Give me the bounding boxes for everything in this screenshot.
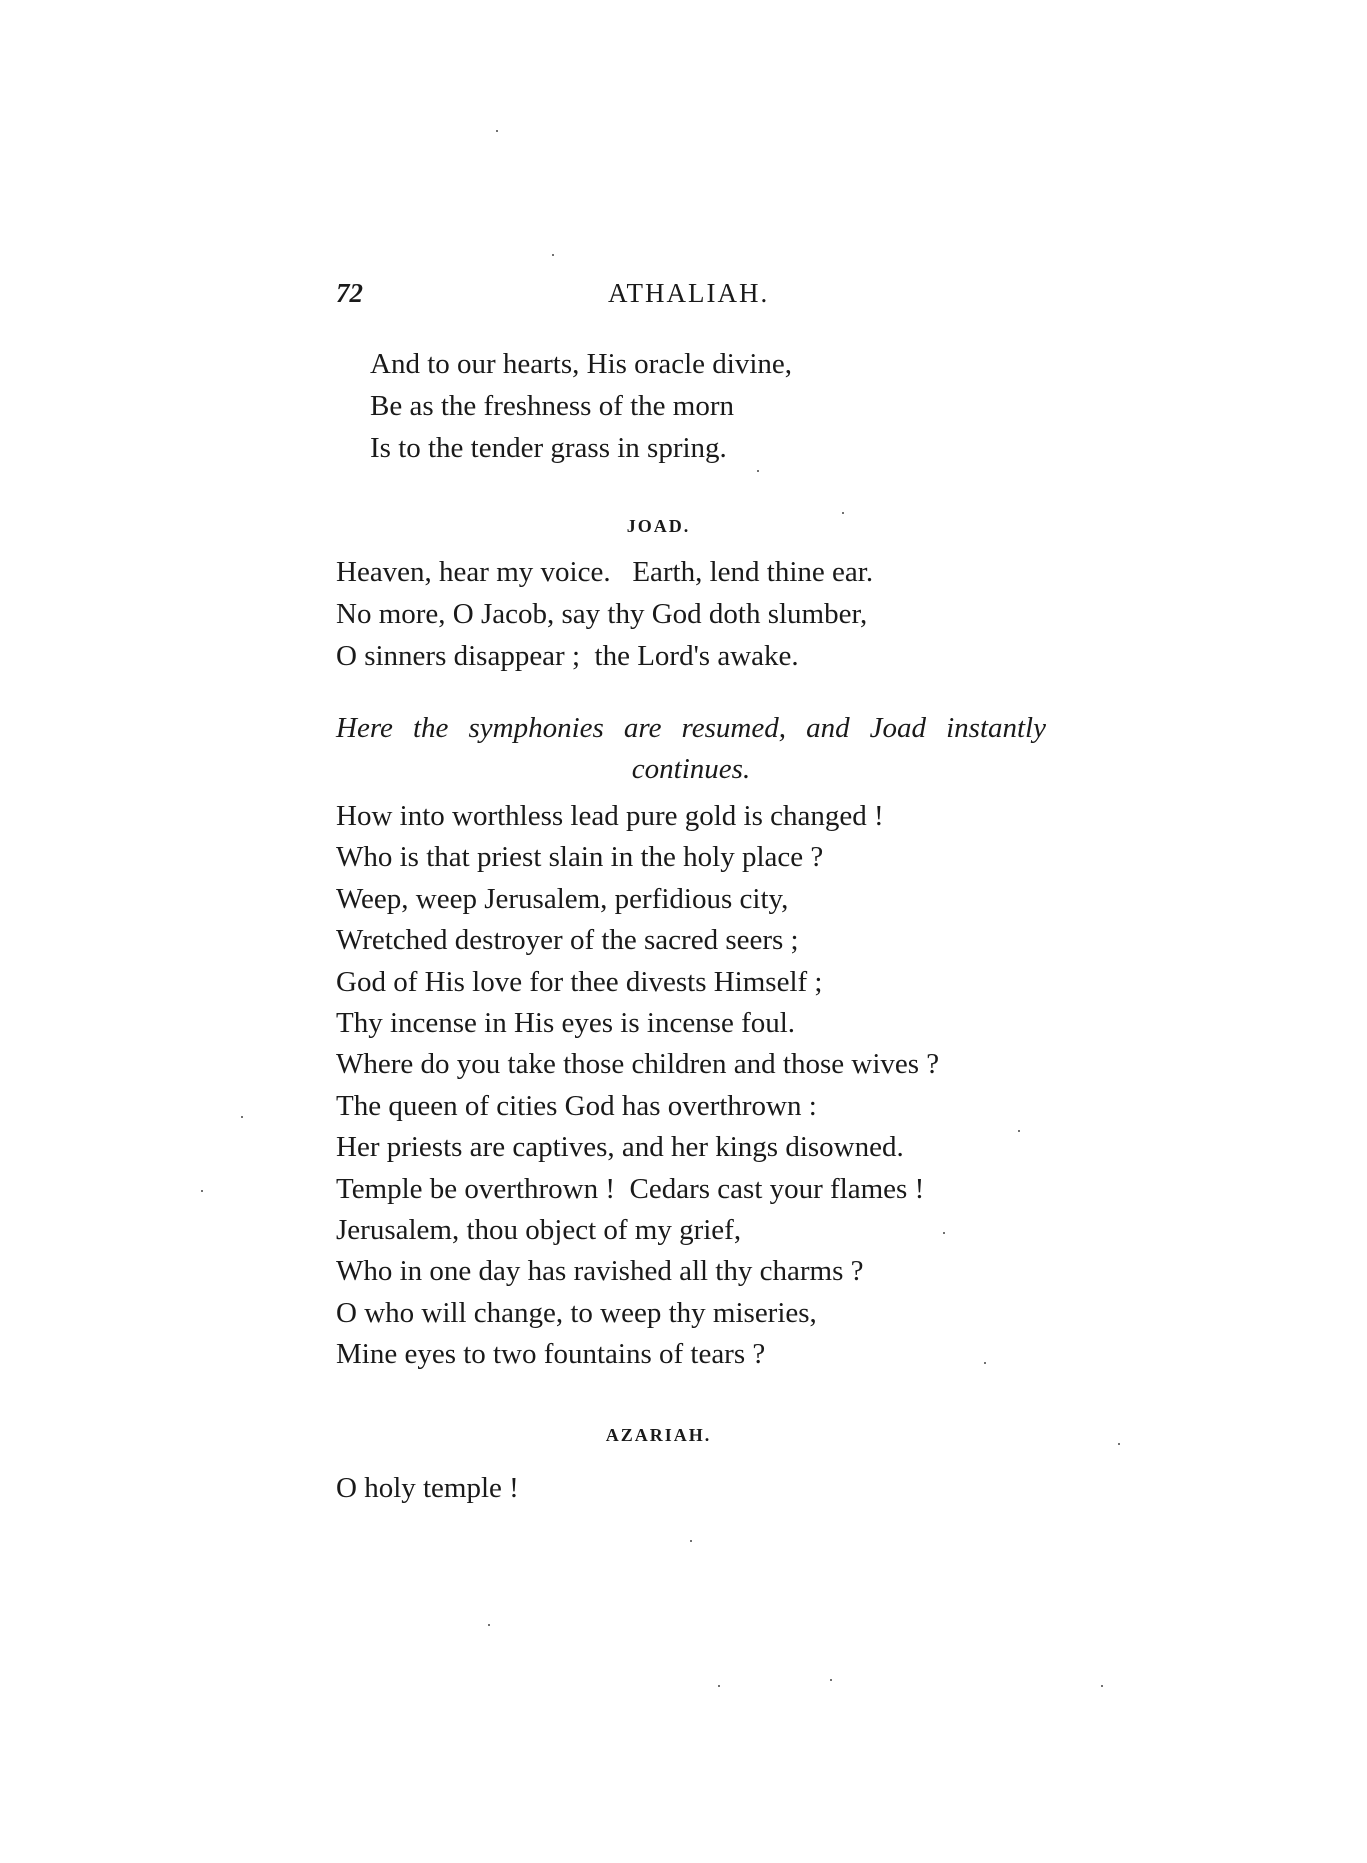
scan-speck xyxy=(201,1190,203,1192)
verse-stanza-2 xyxy=(336,551,873,677)
verse-line: Temple be overthrown ! Cedars cast your flames ! xyxy=(336,1172,925,1205)
verse-line: Mine eyes to two fountains of tears ? xyxy=(336,1338,766,1371)
verse-line: Jerusalem, thou object of my grief, xyxy=(336,1214,742,1247)
verse-line: Wretched destroyer of the sacred seers ; xyxy=(336,924,799,957)
verse-line: And to our hearts, His oracle divine, xyxy=(370,348,793,380)
verse-line: Be as the freshness of the morn xyxy=(370,390,735,422)
verse-line: O sinners disappear ; the Lord's awake. xyxy=(336,640,799,672)
stage-direction-line: continues. xyxy=(631,753,751,785)
scan-speck xyxy=(552,254,554,256)
verse-stanza-4 xyxy=(336,1467,519,1509)
verse-line: Is to the tender grass in spring. xyxy=(370,432,727,464)
scan-speck xyxy=(241,1116,243,1118)
scan-speck xyxy=(488,1624,490,1626)
scan-speck xyxy=(718,1685,720,1687)
verse-line: Thy incense in His eyes is incense foul. xyxy=(336,1007,796,1040)
running-head xyxy=(336,278,1056,318)
verse-line: No more, O Jacob, say thy God doth slumber, xyxy=(336,598,868,630)
scan-speck xyxy=(1101,1685,1103,1687)
scan-speck xyxy=(842,512,844,514)
scan-speck xyxy=(690,1540,692,1542)
stage-direction-line: Here the symphonies are resumed, and Joad instantly xyxy=(336,712,1046,744)
scan-speck xyxy=(830,1679,832,1681)
verse-line: O who will change, to weep thy miseries, xyxy=(336,1296,817,1329)
verse-line: Weep, weep Jerusalem, perfidious city, xyxy=(336,882,789,915)
speaker-name-joad: JOAD. xyxy=(626,516,691,536)
page-number: 72 xyxy=(336,278,363,308)
scan-speck xyxy=(496,130,498,132)
verse-line: The queen of cities God has overthrown : xyxy=(336,1089,817,1122)
verse-line: Who in one day has ravished all thy charms ? xyxy=(336,1255,864,1288)
scan-speck xyxy=(1118,1443,1120,1445)
verse-line: Who is that priest slain in the holy place ? xyxy=(336,841,824,874)
verse-stanza-1 xyxy=(370,343,792,469)
scan-speck xyxy=(943,1232,945,1234)
scan-speck xyxy=(984,1362,986,1364)
verse-line: O holy temple ! xyxy=(336,1472,519,1504)
verse-stanza-3 xyxy=(336,796,939,1376)
stage-direction xyxy=(336,708,1046,790)
verse-line: How into worthless lead pure gold is changed ! xyxy=(336,800,884,832)
scan-speck xyxy=(1018,1130,1020,1132)
verse-line: Her priests are captives, and her kings disowned. xyxy=(336,1131,904,1164)
verse-line: Where do you take those children and those wives ? xyxy=(336,1048,940,1081)
speaker-name-azariah: AZARIAH. xyxy=(605,1425,712,1445)
verse-line: God of His love for thee divests Himself ; xyxy=(336,965,823,998)
scan-speck xyxy=(757,470,759,472)
verse-line: Heaven, hear my voice. Earth, lend thine ear. xyxy=(336,556,874,588)
running-title: ATHALIAH. xyxy=(608,278,770,308)
